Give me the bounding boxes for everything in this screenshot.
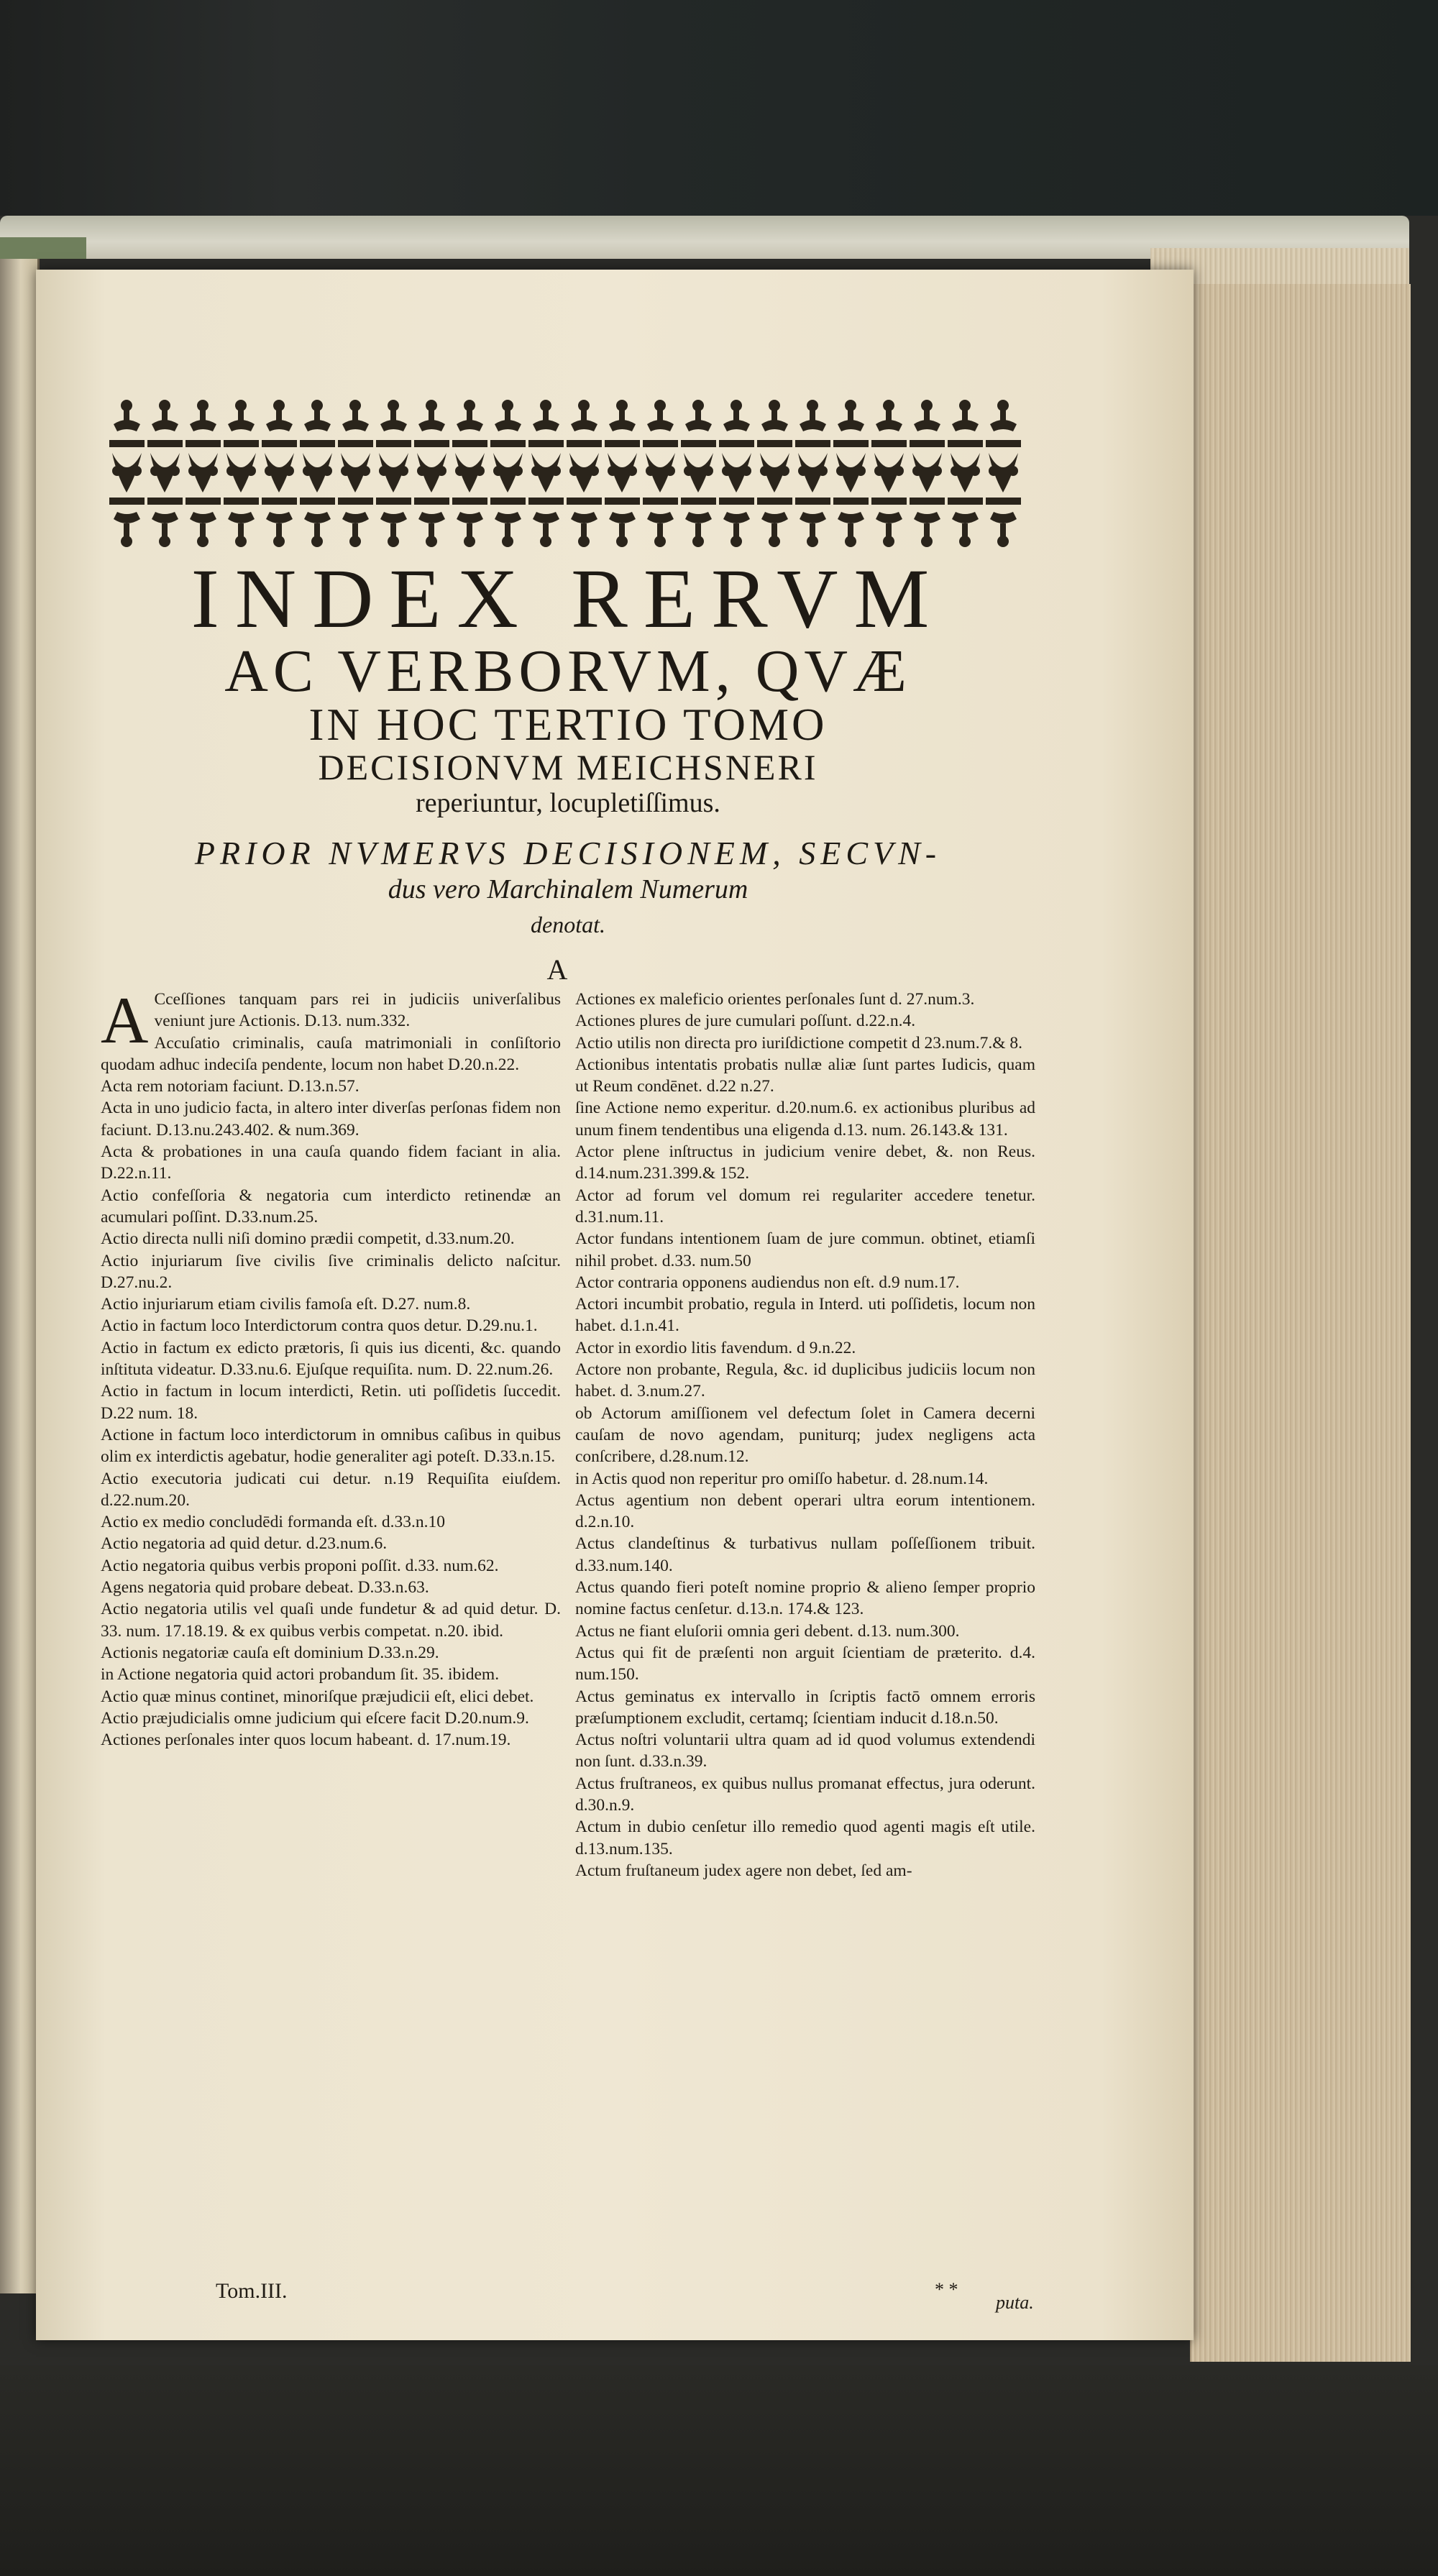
background-top — [0, 0, 1438, 216]
index-entry: Actio in factum loco Interdictorum contra quos detur. D.29.nu.1. — [101, 1316, 538, 1336]
index-entry: Actiones plures de jure cumulari poſſunt. d.22.n.4. — [575, 1012, 916, 1031]
index-entry: Actor fundans intentionem ſuam de jure commun. obtinet, etiamſi nihil probet. d.33. num.50 — [575, 1229, 1035, 1270]
left-index-column — [101, 989, 561, 2304]
index-entry: Actio confeſſoria & negatoria cum interdicto retinendæ an acumulari poſſint. D.33.num.25. — [101, 1186, 561, 1227]
drop-cap: A — [101, 989, 149, 1057]
title-line-4: DECISIONVM MEICHSNERI — [318, 747, 818, 787]
volume-mark: Tom.III. — [216, 2279, 288, 2303]
index-entry: Accuſatio criminalis, cauſa matrimoniali in conſiſtorio quodam adhuc indeciſa pendente, locum non habet D.20.n.22. — [101, 1033, 561, 1074]
index-entry: Acta rem notoriam faciunt. D.13.n.57. — [101, 1077, 360, 1096]
index-entry: Actio ex medio concludēdi formanda eſt. d.33.n.10 — [101, 1513, 446, 1532]
spine-ribbon — [0, 237, 86, 259]
index-entry: Actio executoria judicati cui detur. n.19 Requiſita eiuſdem. d.22.num.20. — [101, 1469, 561, 1510]
title-line-3: IN HOC TERTIO TOMO — [308, 700, 828, 750]
index-entry: Actus fruſtraneos, ex quibus nullus promanat effectus, jura oderunt. d.30.n.9. — [575, 1774, 1035, 1815]
index-entry: A Cceſſiones tanquam pars rei in judiciis univerſalibus veniunt jure Actionis. D.13. num.332. — [101, 989, 561, 1057]
index-entry: Actus agentium non debent operari ultra eorum intentionem. d.2.n.10. — [575, 1490, 1035, 1532]
preface-line-1: PRIOR NVMERVS DECISIONEM, SECVN- — [194, 835, 942, 871]
index-entry: Actio in factum ex edicto prætoris, ſi quis ius dicenti, &c. quando inſtituta videatur. D.33.nu.6. Ejuſque requiſita. num. D. 22.num.26. — [101, 1338, 561, 1380]
index-entry: Actio in factum in locum interdicti, Retin. uti poſſidetis ſuccedit. D.22 num. 18. — [101, 1382, 561, 1423]
index-entry: Actus ne fiant eluſorii omnia geri debent. d.13. num.300. — [575, 1621, 960, 1641]
index-entry: Actum fruſtaneum judex agere non debet, ſed am- — [575, 1861, 912, 1880]
preface-line-3: denotat. — [531, 912, 605, 938]
index-entry: Actor in exordio litis favendum. d 9.n.22. — [575, 1338, 856, 1357]
index-entry: Actio injuriarum ſive civilis ſive criminalis delicto naſcitur. D.27.nu.2. — [101, 1251, 561, 1292]
index-entry: Actori incumbit probatio, regula in Interd. uti poſſidetis, locum non habet. d.1.n.41. — [575, 1295, 1035, 1336]
right-index-column — [575, 989, 1035, 2304]
index-entry: Actum in dubio cenſetur illo remedio quod agenti magis eſt utile. d.13.num.135. — [575, 1818, 1035, 1858]
left-page-edge — [0, 259, 40, 2293]
index-entry: Actio directa nulli niſi domino prædii competit, d.33.num.20. — [101, 1229, 515, 1249]
index-entry: Actus noſtri voluntarii ultra quam ad id quod volumus extendendi non ſunt. d.33.n.39. — [575, 1731, 1035, 1771]
index-entry: in Actione negatoria quid actori probandum ſit. 35. ibidem. — [101, 1665, 500, 1685]
index-entry: Acta in uno judicio facta, in altero inter diverſas perſonas fidem non faciunt. D.13.nu.243.402. & num.369. — [101, 1099, 561, 1140]
index-entry: Actio negatoria ad quid detur. d.23.num.6. — [101, 1534, 388, 1554]
signature-mark: * * — [935, 2279, 958, 2300]
preface-line-2: dus vero Marchinalem Numerum — [388, 874, 748, 904]
title-line-5: reperiuntur, locupletiſſimus. — [416, 788, 720, 818]
index-entry: Actus clandeſtinus & turbativus nullam poſſeſſionem tribuit. d.33.num.140. — [575, 1534, 1035, 1575]
index-entry: Actio quæ minus continet, minoriſque præjudicii eſt, elici debet. — [101, 1687, 534, 1706]
index-entry: Acta & probationes in una cauſa quando fidem faciant in alia. D.22.n.11. — [101, 1142, 561, 1183]
index-entry: Actor contraria opponens audiendus non eſt. d.9 num.17. — [575, 1273, 960, 1292]
index-entry: Actiones ex maleficio orientes perſonales ſunt d. 27.num.3. — [575, 990, 975, 1009]
index-entry: Actionis negatoriæ cauſa eſt dominium D.33.n.29. — [101, 1643, 439, 1662]
catchword: puta. — [996, 2292, 1034, 2313]
index-entry: ſine Actione nemo experitur. d.20.num.6. ex actionibus pluribus ad unum finem tendentibus una eligenda d.13. num. 26.143.& 131. — [575, 1099, 1035, 1140]
ornamental-headpiece — [108, 395, 1021, 550]
index-entry: Actore non probante, Regula, &c. id duplicibus judiciis locum non habet. d. 3.num.27. — [575, 1360, 1035, 1401]
index-entry: Actor plene inſtructus in judicium venire debet, &. non Reus. d.14.num.231.399.& 152. — [575, 1142, 1035, 1183]
index-entry: Actio injuriarum etiam civilis famoſa eſt. D.27. num.8. — [101, 1295, 471, 1314]
index-entry: Actiones perſonales inter quos locum habeant. d. 17.num.19. — [101, 1731, 511, 1750]
title-line-1: INDEX RERVM — [191, 551, 945, 646]
page-fore-edge — [1190, 284, 1411, 2362]
section-letter: A — [546, 953, 568, 986]
index-entry: Actus qui fit de præſenti non arguit ſcientiam de præterito. d.4. num.150. — [575, 1643, 1035, 1685]
index-entry: Agens negatoria quid probare debeat. D.33.n.63. — [101, 1578, 429, 1598]
index-entry: in Actis quod non reperitur pro omiſſo habetur. d. 28.num.14. — [575, 1469, 989, 1488]
index-entry: Actio utilis non directa pro iuriſdictione competit d 23.num.7.& 8. — [575, 1033, 1022, 1053]
index-entry: Actio negatoria quibus verbis proponi poſſit. d.33. num.62. — [101, 1556, 499, 1575]
index-entry: Actor ad forum vel domum rei regulariter accedere tenetur. d.31.num.11. — [575, 1186, 1035, 1227]
title-line-2: AC VERBORVM, QVÆ — [224, 638, 912, 705]
background-bottom — [0, 2365, 1438, 2576]
index-entry: Actus quando fieri poteſt nomine proprio & alieno ſemper proprio nomine factus cenſetur. d.13.n. 174.& 123. — [575, 1578, 1035, 1619]
index-entry: Actione in factum loco interdictorum in omnibus caſibus in quibus olim ex interdictis agebatur, hodie generaliter agi poteſt. D.33.n.15. — [101, 1425, 561, 1467]
index-entry: ob Actorum amiſſionem vel defectum ſolet in Camera decerni cauſam de novo agendam, puniturq; judex negligens acta conſcribere, d.28.num.12. — [575, 1403, 1035, 1467]
index-entry: Actionibus intentatis probatis nullæ aliæ ſunt partes Iudicis, quam ut Reum condēnet. d.22 n.27. — [575, 1055, 1035, 1096]
index-entry: Actio præjudicialis omne judicium qui eſcere facit D.20.num.9. — [101, 1708, 529, 1728]
index-entry: Actio negatoria utilis vel quaſi unde fundetur & ad quid detur. D. 33. num. 17.18.19. & ex quibus verbis competat. n.20. ibid. — [101, 1600, 561, 1641]
index-entry: Actus geminatus ex intervallo in ſcriptis factō omnem erroris præſumptionem excludit, certamq; ſcientiam inducit d.18.n.50. — [575, 1687, 1035, 1728]
